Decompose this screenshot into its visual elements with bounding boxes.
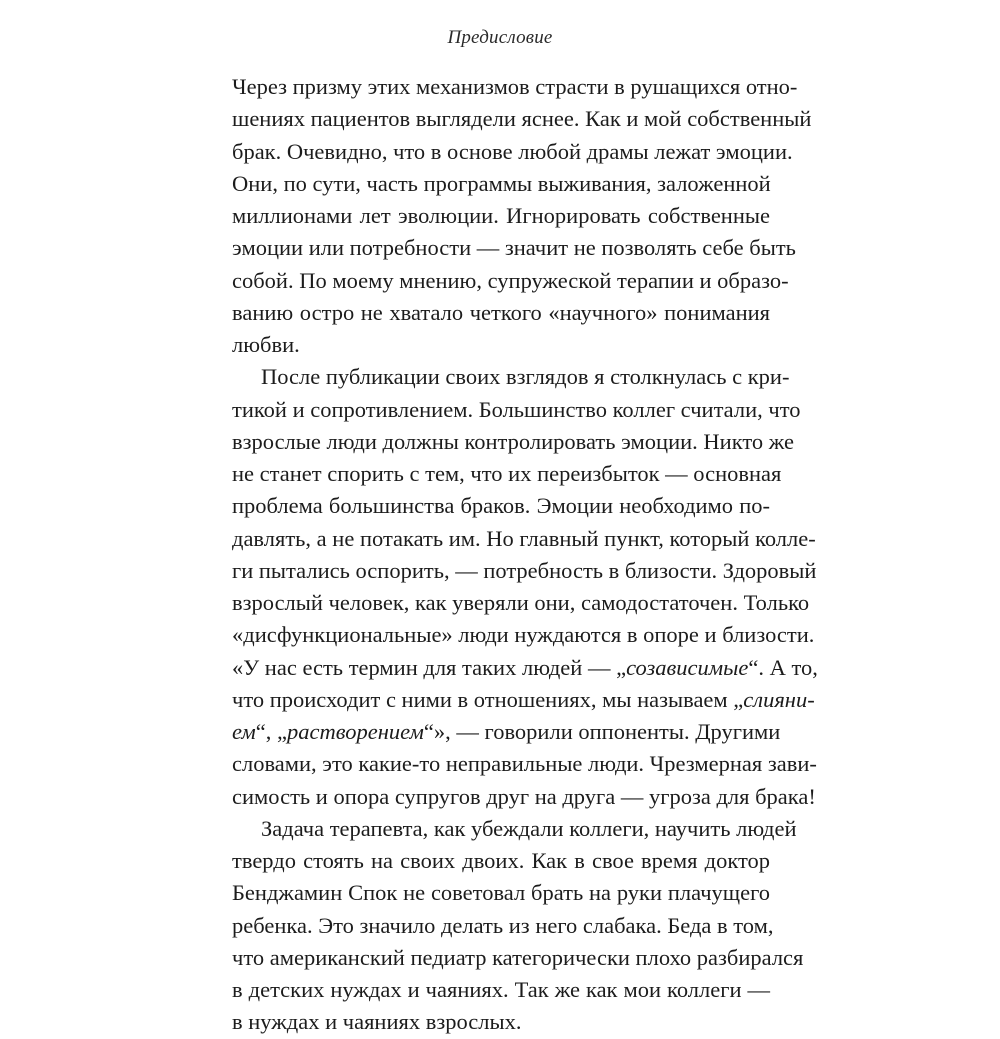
text-span: “. А то, [748,654,818,680]
text-line: давлять, а не потакать им. Но главный пункт, который колле- [232,525,816,551]
text-line: ванию остро не хватало четкого «научного» понимания [232,299,770,325]
text-line: в детских нуждах и чаяниях. Так же как мои коллеги — [232,977,770,1002]
text-line: симость и опора супругов друг на друга — угроза для брака! [232,783,816,809]
text-line: миллионами лет эволюции. Игнорировать собственные [232,203,770,228]
text-line: эмоции или потребности — значит не позволять себе быть [232,235,796,261]
body-text [232,71,818,1039]
text-line: Бенджамин Спок не советовал брать на руки плачущего [232,880,770,906]
text-line-with-emphasis [232,684,815,716]
paragraph-1 [232,71,812,361]
text-line: твердо стоять на своих двоих. Как в свое время доктор [232,848,770,873]
text-line-with-emphasis [232,716,781,748]
text-line-with-emphasis [232,652,818,684]
text-span: “, „ [255,719,288,744]
text-line: «дисфункциональные» люди нуждаются в опоре и близости. [232,622,815,648]
text-span: “», — говорили оппоненты. Другими [423,719,781,744]
text-line: любви. [232,332,300,357]
text-line: собой. По моему мнению, супружеской терапии и образо- [232,267,789,293]
paragraph-3 [232,813,804,1039]
emphasis-term: слияни- [743,686,815,712]
text-line: шениях пациентов выглядели яснее. Как и мой собственный [232,106,812,132]
text-line: взрослый человек, как уверяли они, самодостаточен. Только [232,590,810,615]
text-line: Они, по сути, часть программы выживания, заложенной [232,170,771,196]
text-line: брак. Очевидно, что в основе любой драмы лежат эмоции. [232,138,793,164]
emphasis-term: созависимые [626,654,749,680]
text-line: не станет спорить с тем, что их переизбыток — основная [232,461,782,486]
paragraph-2 [232,361,818,813]
emphasis-term: растворением [287,719,424,744]
text-line: словами, это какие-то неправильные люди. Чрезмерная зави- [232,751,817,777]
text-line: тикой и сопротивлением. Большинство коллег считали, что [232,396,801,422]
text-line: Через призму этих механизмов страсти в рушащихся отно- [232,74,798,99]
text-line: ги пытались оспорить, — потребность в близости. Здоровый [232,557,817,583]
text-span: что происходит с ними в отношениях, мы называем „ [232,686,744,712]
text-span: «У нас есть термин для таких людей — „ [232,654,627,680]
text-line: ребенка. Это значило делать из него слабака. Беда в том, [232,912,774,938]
text-line: что американский педиатр категорически плохо разбирался [232,944,804,970]
text-line: проблема большинства браков. Эмоции необходимо по- [232,493,770,519]
text-line: После публикации своих взглядов я столкнулась с кри- [261,364,790,390]
text-line: в нуждах и чаяниях взрослых. [232,1009,522,1035]
text-line: Задача терапевта, как убеждали коллеги, научить людей [261,815,797,841]
text-line: взрослые люди должны контролировать эмоции. Никто же [232,428,794,454]
emphasis-term: ем [232,719,256,744]
running-header: Предисловие [447,27,553,48]
